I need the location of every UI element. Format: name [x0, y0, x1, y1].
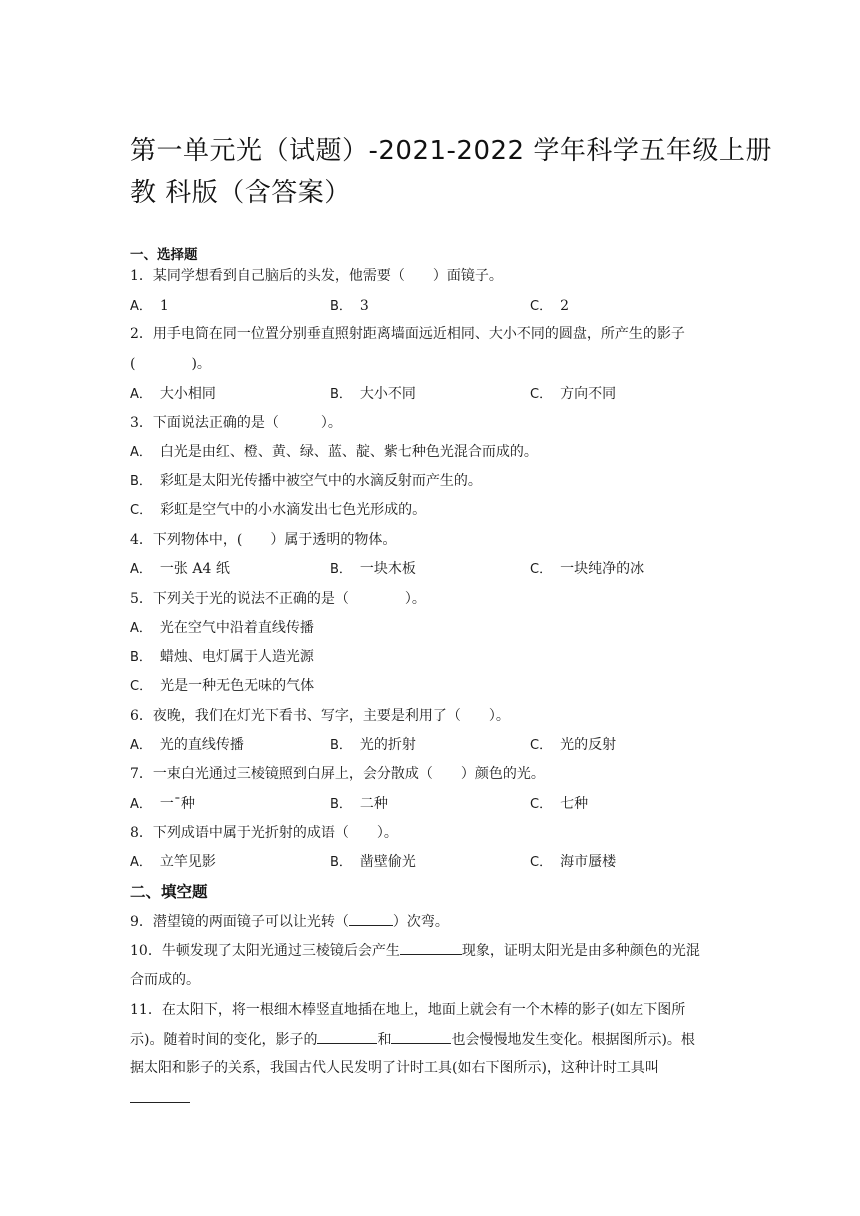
page-title: [130, 130, 772, 214]
q11-text-before: 示)。随着时间的变化，影子的: [130, 1032, 318, 1048]
question-9: [130, 911, 449, 932]
question-2-line-2: ( )。: [130, 356, 211, 372]
option-letter: C．: [130, 503, 153, 518]
option-letter: C．: [530, 738, 553, 753]
option-text: 1: [159, 298, 169, 314]
question-11-line-1: 11．在太阳下，将一根细木棒竖直地插在地上，地面上就会有一个木棒的影子(如左下图所: [130, 1002, 686, 1018]
q2-option-c: [530, 384, 616, 405]
option-text: 一ˉ种: [159, 796, 195, 812]
question-11-line-3: 据太阳和影子的关系，我国古代人民发明了计时工具(如右下图所示)，这种计时工具叫: [130, 1060, 659, 1076]
q11-text-after: 也会慢慢地发生变化。根据图所示)。根: [451, 1032, 695, 1048]
q1-option-b: [330, 296, 369, 317]
option-letter: A．: [130, 855, 152, 870]
option-letter: C．: [530, 855, 553, 870]
option-text: 一块纯净的冰: [560, 561, 645, 577]
question-7: 7．一束白光通过三棱镜照到白屏上，会分散成（ ）颜色的光。: [130, 766, 545, 782]
option-letter: C．: [530, 387, 553, 402]
q6-option-a: [130, 735, 244, 756]
q9-text-after: ）次弯。: [392, 914, 449, 930]
option-letter: C．: [530, 797, 553, 812]
section-heading-choice: 一、选择题: [130, 247, 198, 263]
option-letter: B．: [130, 474, 152, 489]
option-text: 光的反射: [560, 737, 617, 753]
option-letter: A．: [130, 387, 152, 402]
q3-option-a: [130, 442, 538, 463]
option-letter: B．: [330, 855, 352, 870]
q8-option-a: [130, 852, 216, 873]
q7-option-a: [130, 794, 195, 815]
q5-option-c: [130, 676, 314, 697]
question-3: 3．下面说法正确的是（ ）。: [130, 415, 342, 431]
option-letter: B．: [330, 562, 352, 577]
q5-option-b: [130, 647, 314, 668]
q7-option-b: [330, 794, 388, 815]
q9-answer-blank[interactable]: [349, 911, 393, 926]
question-10-line-1: [130, 940, 700, 961]
q11-text-middle: 和: [377, 1032, 392, 1048]
q2-option-a: [130, 384, 216, 405]
q4-option-b: [330, 559, 416, 580]
option-text: 二种: [359, 796, 388, 812]
option-letter: B．: [330, 738, 352, 753]
question-1: 1．某同学想看到自己脑后的头发，他需要（ ）面镜子。: [130, 268, 503, 284]
option-text: 立竿见影: [159, 854, 216, 870]
q3-option-c: [130, 500, 426, 521]
option-text: 3: [359, 298, 369, 314]
option-text: 彩虹是空气中的小水滴发出七色光形成的。: [160, 502, 427, 518]
option-text: 蜡烛、电灯属于人造光源: [159, 649, 314, 665]
option-letter: C．: [530, 299, 553, 314]
option-letter: B．: [330, 387, 352, 402]
question-6: 6．夜晚，我们在灯光下看书、写字，主要是利用了（ ）。: [130, 708, 510, 724]
option-text: 2: [560, 298, 569, 314]
q6-option-b: [330, 735, 416, 756]
option-text: 彩虹是太阳光传播中被空气中的水滴反射而产生的。: [159, 473, 482, 489]
section-heading-fill: 二、填空题: [130, 883, 208, 901]
q10-text-before: 10．牛顿发现了太阳光通过三棱镜后会产生: [130, 943, 400, 959]
option-text: 一张 A4 纸: [159, 561, 230, 577]
option-text: 光的直线传播: [159, 737, 244, 753]
option-letter: B．: [330, 797, 352, 812]
option-text: 凿壁偷光: [359, 854, 416, 870]
option-letter: A．: [130, 797, 152, 812]
option-letter: A．: [130, 299, 152, 314]
option-letter: B．: [130, 650, 152, 665]
q11-answer-blank-2[interactable]: [391, 1029, 451, 1044]
q4-option-c: [530, 559, 644, 580]
option-letter: C．: [130, 679, 153, 694]
q7-option-c: [530, 794, 588, 815]
q11-answer-blank-1[interactable]: [317, 1029, 377, 1044]
title-line-1: 第一单元光（试题）-2021-2022 学年科学五年级上册: [130, 136, 772, 166]
title-line-2: 教 科版（含答案）: [130, 178, 351, 208]
q8-option-c: [530, 852, 616, 873]
option-text: 光是一种无色无味的气体: [160, 678, 315, 694]
option-text: 光的折射: [359, 737, 416, 753]
option-letter: A．: [130, 562, 152, 577]
option-text: 大小相同: [159, 386, 216, 402]
q2-option-b: [330, 384, 416, 405]
question-11-line-2: [130, 1029, 695, 1050]
question-10-line-2: 合而成的。: [130, 972, 200, 988]
question-4: 4．下列物体中，( ）属于透明的物体。: [130, 532, 397, 548]
q10-text-after: 现象，证明太阳光是由多种颜色的光混: [461, 943, 700, 959]
option-text: 光在空气中沿着直线传播: [159, 620, 314, 636]
option-text: 七种: [560, 796, 589, 812]
question-5: 5．下列关于光的说法不正确的是（ ）。: [130, 591, 426, 607]
option-text: 海市蜃楼: [560, 854, 617, 870]
q3-option-b: [130, 471, 482, 492]
option-letter: A．: [130, 445, 152, 460]
option-letter: A．: [130, 621, 152, 636]
q8-option-b: [330, 852, 416, 873]
q10-answer-blank[interactable]: [400, 940, 462, 955]
q4-option-a: [130, 559, 230, 580]
option-letter: C．: [530, 562, 553, 577]
q6-option-c: [530, 735, 616, 756]
q5-option-a: [130, 618, 314, 639]
q1-option-a: [130, 296, 169, 317]
question-2-line-1: 2．用手电筒在同一位置分别垂直照射距离墙面远近相同、大小不同的圆盘，所产生的影子: [130, 326, 685, 342]
question-8: 8．下列成语中属于光折射的成语（ ）。: [130, 825, 398, 841]
option-text: 白光是由红、橙、黄、绿、蓝、靛、紫七种色光混合而成的。: [159, 444, 538, 460]
q1-option-c: [530, 296, 569, 317]
option-text: 方向不同: [560, 386, 617, 402]
question-11-line-4: [130, 1088, 190, 1109]
option-text: 一块木板: [359, 561, 416, 577]
q9-text-before: 9．潜望镜的两面镜子可以让光转（: [130, 914, 349, 930]
option-text: 大小不同: [359, 386, 416, 402]
option-letter: B．: [330, 299, 352, 314]
option-letter: A．: [130, 738, 152, 753]
q11-answer-blank-3[interactable]: [130, 1088, 190, 1103]
